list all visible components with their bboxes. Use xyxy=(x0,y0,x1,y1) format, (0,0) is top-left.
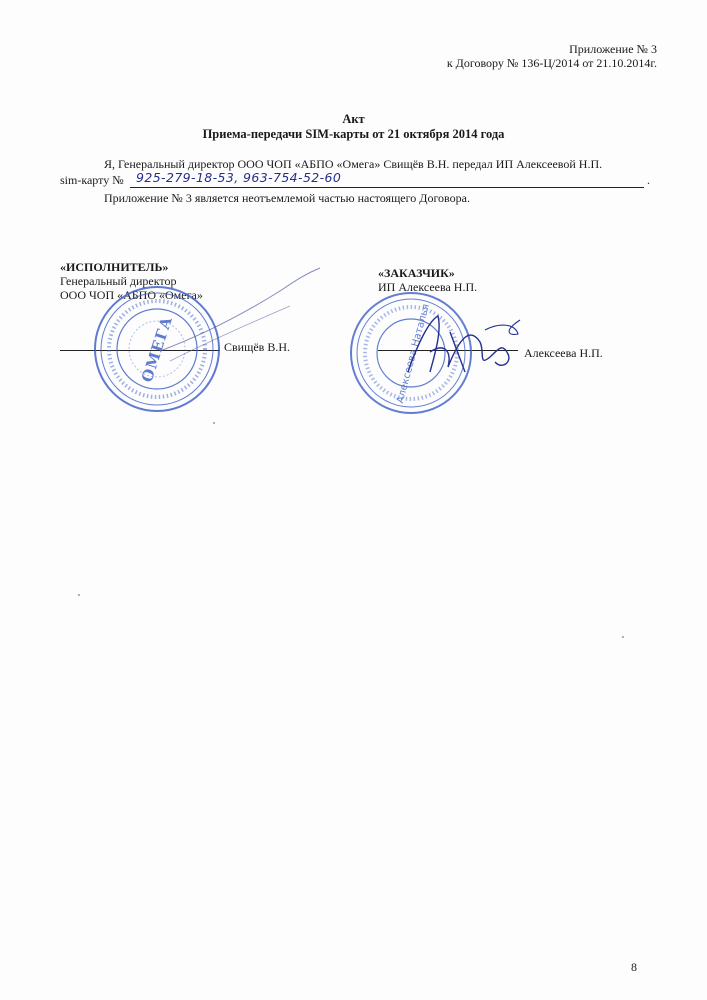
customer-heading: «ЗАКАЗЧИК» xyxy=(378,266,455,280)
transfer-paragraph: Я, Генеральный директор ООО ЧОП «АБПО «Омега» Свищёв В.Н. передал ИП Алексеевой Н.П. xyxy=(104,157,603,171)
appendix-header xyxy=(447,42,657,70)
appendix-line-2: к Договору № 136-Ц/2014 от 21.10.2014г. xyxy=(446,56,657,70)
scan-speck xyxy=(213,422,215,424)
sim-card-label: sim-карту № xyxy=(60,173,124,187)
sim-card-row xyxy=(60,172,660,190)
sim-number-underline xyxy=(130,187,644,188)
scan-speck xyxy=(78,594,80,596)
executor-heading: «ИСПОЛНИТЕЛЬ» xyxy=(60,260,169,274)
sim-numbers-handwritten: 925-279-18-53, 963-754-52-60 xyxy=(136,170,342,185)
customer-handwritten-signature xyxy=(390,312,540,382)
act-title-line-2: Приема-передачи SIM-карты от 21 октября 2014 года xyxy=(202,127,505,141)
appendix-paragraph: Приложение № 3 является неотъемлемой частью настоящего Договора. xyxy=(104,191,470,205)
customer-stamp-text: Алексеева Наталья xyxy=(394,302,432,405)
scan-speck xyxy=(622,636,624,638)
page-number: 8 xyxy=(631,960,637,974)
executor-handwritten-signature xyxy=(140,266,330,376)
executor-stamp-text: ОМЕГА xyxy=(137,313,177,385)
act-title xyxy=(0,112,707,142)
act-title-line-1: Акт xyxy=(342,112,365,126)
customer-org: ИП Алексеева Н.П. xyxy=(378,280,478,294)
executor-org: ООО ЧОП «АБПО «Омега» xyxy=(60,288,203,302)
executor-signer-name: Свищёв В.Н. xyxy=(224,340,290,354)
sim-line-period: . xyxy=(647,173,650,187)
appendix-line-1: Приложение № 3 xyxy=(569,42,657,56)
customer-signer-name: Алексеева Н.П. xyxy=(524,346,603,360)
executor-role: Генеральный директор xyxy=(60,274,177,288)
act-body xyxy=(60,156,660,206)
